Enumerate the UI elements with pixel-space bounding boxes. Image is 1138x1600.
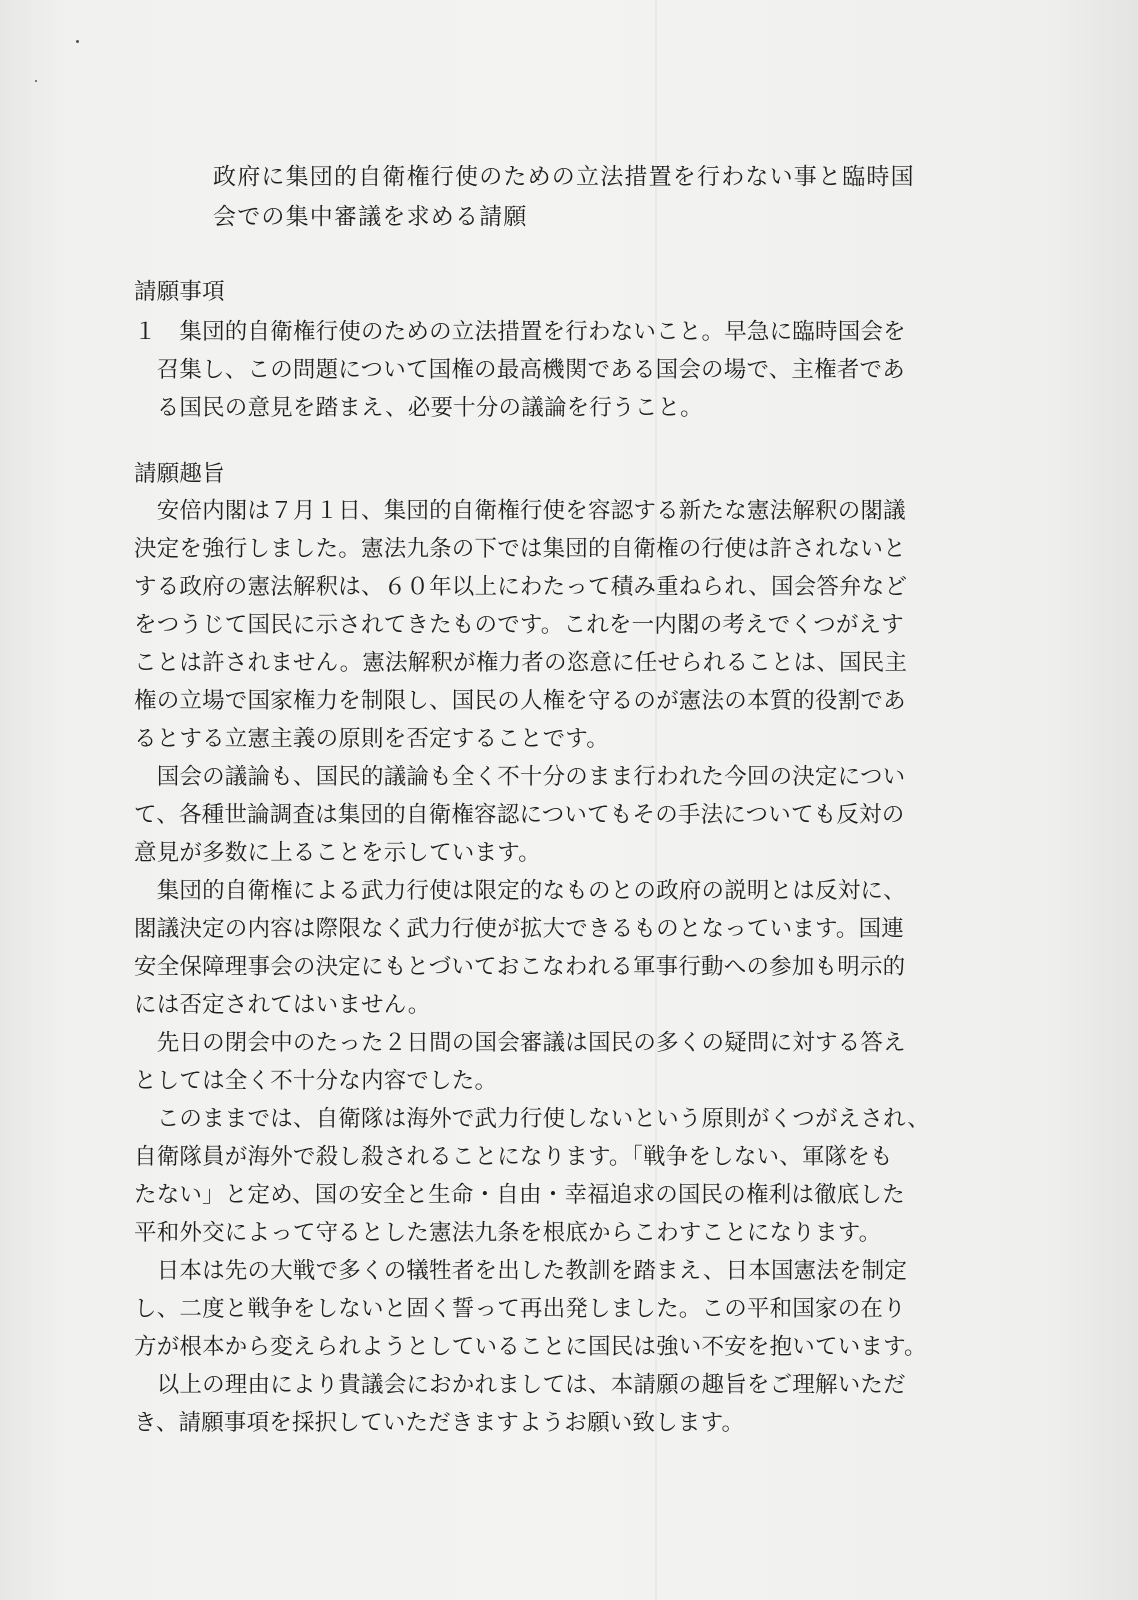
- petition-items-line: る国民の意見を踏まえ、必要十分の議論を行うこと。: [134, 395, 703, 421]
- purpose-line: き、請願事項を採択していただきますようお願い致します。: [134, 1410, 745, 1436]
- purpose-line: るとする立憲主義の原則を否定することです。: [134, 726, 609, 752]
- purpose-line: 権の立場で国家権力を制限し、国民の人権を守るのが憲法の本質的役割であ: [134, 688, 906, 714]
- petition-items-heading: 請願事項: [134, 279, 225, 305]
- paper-speck: [76, 40, 79, 43]
- purpose-line: 以上の理由により貴議会におかれましては、本請願の趣旨をご理解いただ: [134, 1372, 906, 1398]
- petition-purpose-heading: 請願趣旨: [134, 461, 225, 487]
- purpose-line: このままでは、自衛隊は海外で武力行使しないという原則がくつがえされ、: [134, 1106, 930, 1132]
- purpose-line: 安全保障理事会の決定にもとづいておこなわれる軍事行動への参加も明示的: [134, 954, 906, 980]
- purpose-line: としては全く不十分な内容でした。: [134, 1068, 498, 1094]
- purpose-line: 国会の議論も、国民的議論も全く不十分のまま行われた今回の決定につい: [134, 764, 906, 790]
- purpose-line: たない」と定め、国の安全と生命・自由・幸福追求の国民の権利は徹底した: [134, 1182, 905, 1208]
- paper-speck: [35, 80, 37, 82]
- petition-items-line: 召集し、この問題について国権の最高機関である国会の場で、主権者であ: [134, 357, 905, 383]
- title-line-1: 政府に集団的自衛権行使のための立法措置を行わない事と臨時国: [213, 164, 915, 190]
- purpose-line: 安倍内閣は７月１日、集団的自衛権行使を容認する新たな憲法解釈の閣議: [134, 498, 906, 524]
- title-line-2: 会での集中審議を求める請願: [213, 204, 528, 230]
- purpose-line: 平和外交によって守るとした憲法九条を根底からこわすことになります。: [134, 1220, 882, 1246]
- purpose-line: 自衛隊員が海外で殺し殺されることになります。「戦争をしない、軍隊をも: [134, 1144, 893, 1170]
- purpose-line: し、二度と戦争をしないと固く誓って再出発しました。この平和国家の在り: [134, 1296, 906, 1322]
- purpose-line: ことは許されません。憲法解釈が権力者の恣意に任せられることは、国民主: [134, 650, 908, 676]
- purpose-line: には否定されてはいません。: [134, 992, 431, 1018]
- purpose-line: 集団的自衛権による武力行使は限定的なものとの政府の説明とは反対に、: [134, 878, 906, 904]
- purpose-line: 決定を強行しました。憲法九条の下では集団的自衛権の行使は許されないと: [134, 536, 906, 562]
- purpose-line: 閣議決定の内容は際限なく武力行使が拡大できるものとなっています。国連: [134, 916, 905, 942]
- purpose-line: て、各種世論調査は集団的自衛権容認についてもその手法についても反対の: [134, 802, 905, 828]
- purpose-line: 方が根本から変えられようとしていることに国民は強い不安を抱いています。: [134, 1334, 927, 1360]
- purpose-line: をつうじて国民に示されてきたものです。これを一内閣の考えでくつがえす: [134, 612, 905, 638]
- purpose-line: 日本は先の大戦で多くの犠牲者を出した教訓を踏まえ、日本国憲法を制定: [134, 1258, 908, 1284]
- purpose-line: する政府の憲法解釈は、６０年以上にわたって積み重ねられ、国会答弁など: [134, 574, 908, 600]
- petition-items-line: １ 集団的自衛権行使のための立法措置を行わないこと。早急に臨時国会を: [134, 319, 906, 345]
- purpose-line: 意見が多数に上ることを示しています。: [134, 840, 541, 866]
- purpose-line: 先日の閉会中のたった２日間の国会審議は国民の多くの疑問に対する答え: [134, 1030, 906, 1056]
